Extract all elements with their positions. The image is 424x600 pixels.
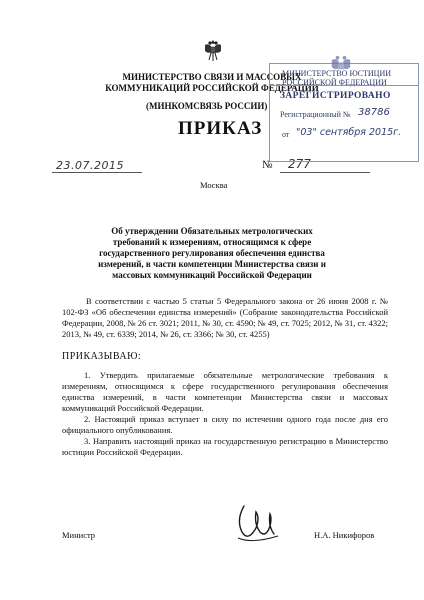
order-number: 277 <box>288 157 311 171</box>
stamp-status: ЗАРЕГИСТРИРОВАНО <box>280 91 391 101</box>
ministry-name: МИНИСТЕРСТВО СВЯЗИ И МАССОВЫХ КОММУНИКАЦИЙ РОССИЙСКОЙ ФЕДЕРАЦИИ <box>105 72 319 93</box>
stamp-date: "03" сентября 2015г. <box>296 127 402 138</box>
order-subject: Об утверждении Обязательных метрологических требований к измерениям, относящимся к сфере государственного регулирования обеспечения единства измерений, в части компетенции Министерства связи и массовых коммуникаций Российской Федерации <box>98 226 326 280</box>
document-title: ПРИКАЗ <box>178 118 263 139</box>
date-underline <box>52 172 142 173</box>
number-sign: № <box>262 159 273 171</box>
number-underline <box>280 172 370 173</box>
order-item-3: 3. Направить настоящий приказ на государственную регистрацию в Министерство юстиции Российской Федерации. <box>62 436 388 457</box>
preamble-paragraph: В соответствии с частью 5 статьи 5 Федерального закона от 26 июня 2008 г. № 102-ФЗ «Об обеспечении единства измерений» (Собрание законодательства Российской Федерации, 2008, № 26 ст. 3021; 2011, № 30, ст. 4590; № 49, ст. 7025; 2012, № 31, ст. 4322; 2013, № 49, ст. 6339; 2014, № 26, ст. 3366; № 30, ст. 4255) <box>62 296 388 339</box>
stamp-date-prefix: от <box>282 130 290 139</box>
handwritten-signature <box>226 498 286 550</box>
stamp-registration-label: Регистрационный № <box>280 110 351 119</box>
coat-of-arms-icon <box>202 38 224 64</box>
order-date: 23.07.2015 <box>56 159 124 172</box>
stamp-divider <box>270 85 418 86</box>
order-item-2: 2. Настоящий приказ вступает в силу по истечении одного года после дня его официального опубликования. <box>62 414 388 435</box>
ministry-abbreviation: (МИНКОМСВЯЗЬ РОССИИ) <box>146 101 268 111</box>
signer-position: Министр <box>62 530 96 540</box>
signer-name: Н.А. Никифоров <box>314 530 375 540</box>
order-items <box>62 370 388 458</box>
order-word: ПРИКАЗЫВАЮ: <box>62 351 142 362</box>
stamp-registration-number: 38786 <box>358 107 390 118</box>
city: Москва <box>200 180 228 190</box>
stamp-organization: МИНИСТЕРСТВО ЮСТИЦИИ РОССИЙСКОЙ ФЕДЕРАЦИИ <box>282 69 391 87</box>
registration-stamp <box>269 63 419 162</box>
order-item-1: 1. Утвердить прилагаемые обязательные метрологические требования к измерениям, относящимся к сфере государственного регулирования обеспечения единства измерений, в части компетенции Министерства связи и массовых коммуникаций Российской Федерации. <box>62 370 388 413</box>
